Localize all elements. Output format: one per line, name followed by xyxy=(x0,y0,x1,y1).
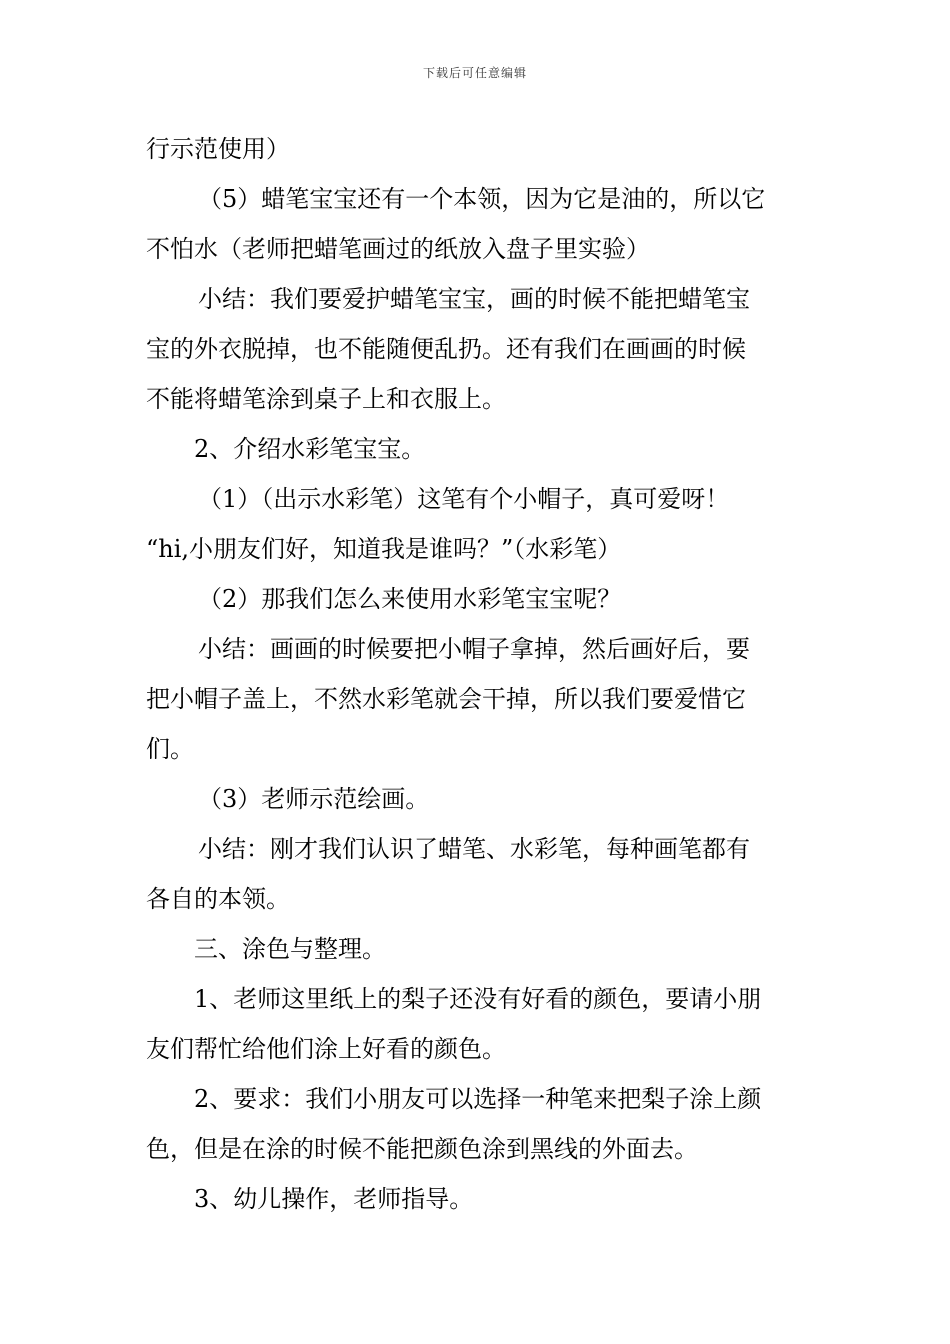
text-line: 们。 xyxy=(146,735,194,763)
text-line: 不怕水（老师把蜡笔画过的纸放入盘子里实验） xyxy=(146,235,650,263)
text-line: 把小帽子盖上，不然水彩笔就会干掉，所以我们要爱惜它 xyxy=(146,685,746,713)
text-line: 2、介绍水彩笔宝宝。 xyxy=(194,435,426,463)
page-header: 下载后可任意编辑 xyxy=(422,66,527,80)
text-line: （1）（出示水彩笔）这笔有个小帽子，真可爱呀！ xyxy=(198,485,730,513)
text-line: 小结：刚才我们认识了蜡笔、水彩笔，每种画笔都有 xyxy=(198,835,750,863)
text-line: 小结：我们要爱护蜡笔宝宝，画的时候不能把蜡笔宝 xyxy=(198,285,750,313)
text-line: 1、老师这里纸上的梨子还没有好看的颜色，要请小朋 xyxy=(194,985,762,1013)
text-line: 行示范使用） xyxy=(146,135,290,163)
document-body xyxy=(146,124,810,1224)
text-line: 友们帮忙给他们涂上好看的颜色。 xyxy=(146,1035,506,1063)
text-line: 3、幼儿操作，老师指导。 xyxy=(194,1185,474,1213)
text-line: 宝的外衣脱掉，也不能随便乱扔。还有我们在画画的时候 xyxy=(146,335,746,363)
text-line: “hi,小朋友们好，知道我是谁吗？”（水彩笔） xyxy=(146,535,622,563)
text-line: 2、要求：我们小朋友可以选择一种笔来把梨子涂上颜 xyxy=(194,1085,762,1113)
text-line: 三、涂色与整理。 xyxy=(194,935,386,963)
text-line: （3）老师示范绘画。 xyxy=(198,785,430,813)
text-line: 色，但是在涂的时候不能把颜色涂到黑线的外面去。 xyxy=(146,1135,698,1163)
text-line: （2）那我们怎么来使用水彩笔宝宝呢？ xyxy=(198,585,622,613)
text-line: 小结：画画的时候要把小帽子拿掉，然后画好后，要 xyxy=(198,635,750,663)
text-line: （5）蜡笔宝宝还有一个本领，因为它是油的，所以它 xyxy=(198,185,766,213)
text-line: 不能将蜡笔涂到桌子上和衣服上。 xyxy=(146,385,506,413)
text-line: 各自的本领。 xyxy=(146,885,290,913)
